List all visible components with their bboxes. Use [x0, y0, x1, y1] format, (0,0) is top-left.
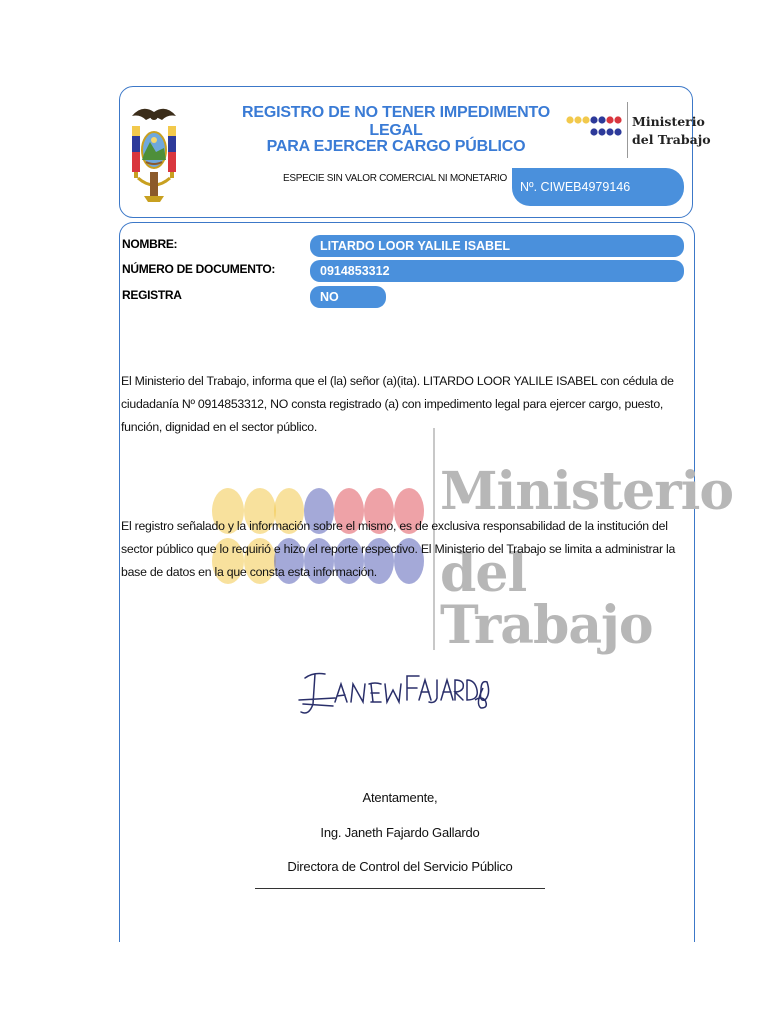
closing-greeting: Atentamente, [362, 790, 438, 805]
nombre-value: LITARDO LOOR YALILE ISABEL [310, 235, 684, 257]
documento-value: 0914853312 [310, 260, 684, 282]
watermark-text-line2: del Trabajo [440, 543, 653, 656]
registra-label: REGISTRA [122, 288, 182, 302]
signer-position: Directora de Control del Servicio Público [287, 859, 513, 874]
ministerio-logo-dots-icon [566, 112, 626, 144]
registra-value: NO [310, 286, 386, 308]
paragraph-1: El Ministerio del Trabajo, informa que el (la) señor (a)(ita). LITARDO LOOR YALILE ISABEL con cédula de ciudadanía Nº 0914853312, NO consta registrado (a) con impedimento legal para ejercer cargo, puesto, función, dignidad en el sector público. [121, 374, 674, 434]
coat-of-arms-icon [128, 102, 180, 204]
nombre-label: NOMBRE: [122, 237, 178, 251]
signature-underline [255, 888, 545, 889]
logo-line1: Ministerio [632, 114, 705, 129]
watermark-text-line1: Ministerio [440, 461, 734, 522]
logo-divider [627, 102, 628, 158]
ministerio-logo-text [632, 113, 711, 149]
paragraph-2: El registro señalado y la información sobre el mismo, es de exclusiva responsabilidad de la institución del sector público que lo requirió e hizo el reporte respectivo. El Ministerio del Trabajo se limita a administrar la base de datos en la que consta esta información. [121, 519, 676, 579]
document-title-line1: REGISTRO DE NO TENER IMPEDIMENTO LEGAL [242, 104, 550, 139]
documento-label: NÚMERO DE DOCUMENTO: [122, 262, 276, 276]
signer-name: Ing. Janeth Fajardo Gallardo [320, 825, 480, 840]
document-title-line2: PARA EJERCER CARGO PÚBLICO [266, 138, 526, 155]
handwritten-signature [295, 664, 490, 726]
especie-notice: ESPECIE SIN VALOR COMERCIAL NI MONETARIO [283, 173, 507, 184]
logo-line2: del Trabajo [632, 132, 711, 147]
certificate-number: Nº. CIWEB4979146 [512, 168, 684, 206]
